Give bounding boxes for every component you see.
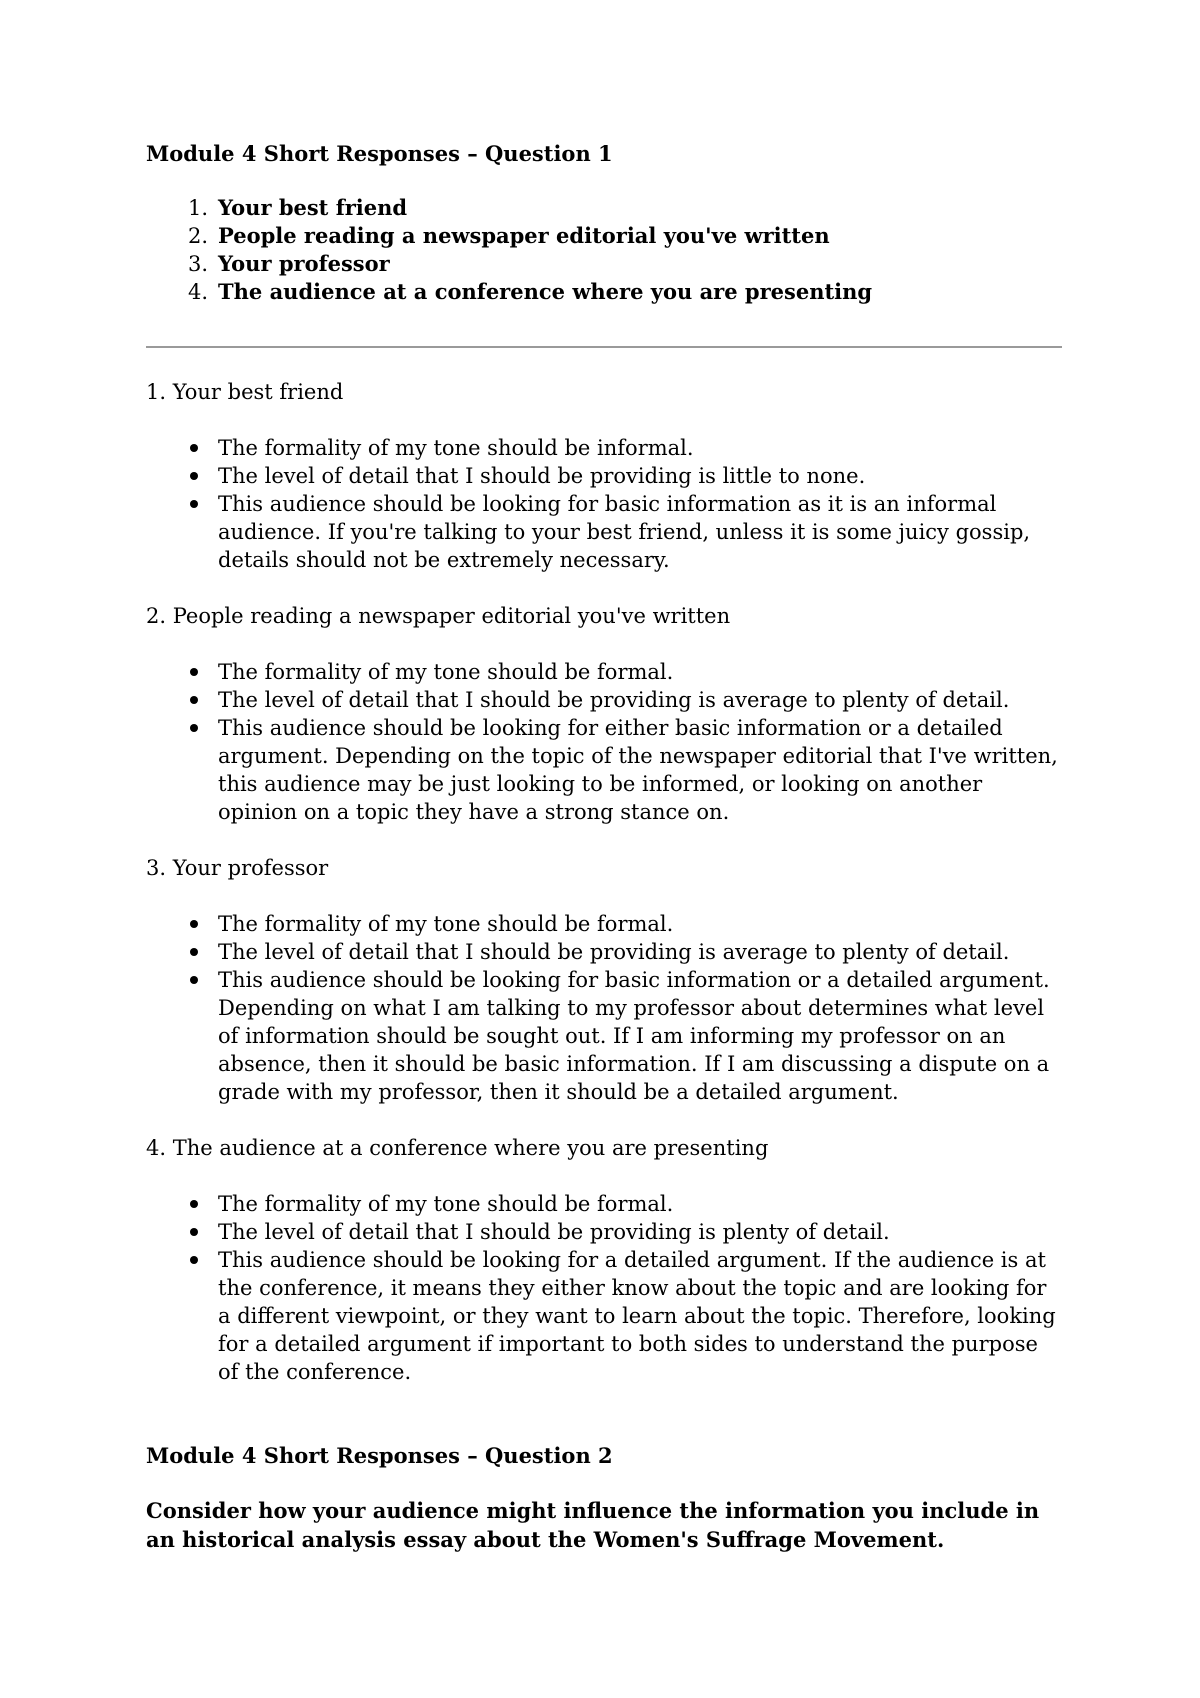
list-number: 3. xyxy=(188,252,209,276)
bullet-icon xyxy=(190,1228,198,1236)
list-item-text: Your best friend xyxy=(218,195,408,220)
bullet-icon xyxy=(190,1256,198,1264)
response-section-professor xyxy=(146,854,1062,1106)
bullet-text: This audience should be looking for basic information as it is an informal audience. If you're talking to your best friend, unless it is some juicy gossip, details should not be extremely necessary. xyxy=(218,492,1031,572)
bullet-item xyxy=(146,938,1062,966)
horizontal-rule xyxy=(146,346,1062,348)
bullet-icon xyxy=(190,976,198,984)
section-title: 3. Your professor xyxy=(146,856,329,880)
bullet-text: The level of detail that I should be providing is average to plenty of detail. xyxy=(218,940,1010,964)
bullet-list xyxy=(146,434,1062,574)
bullet-item xyxy=(146,1218,1062,1246)
bullet-text: The formality of my tone should be formal. xyxy=(218,912,674,936)
bullet-list xyxy=(146,1190,1062,1386)
document-page xyxy=(146,140,1062,1554)
bullet-icon xyxy=(190,500,198,508)
bullet-text: The formality of my tone should be informal. xyxy=(218,436,694,460)
question-2-heading: Module 4 Short Responses – Question 2 xyxy=(146,1443,613,1468)
bullet-item xyxy=(146,1246,1062,1386)
bullet-icon xyxy=(190,444,198,452)
bullet-text: This audience should be looking for basic information or a detailed argument. Depending on what I am talking to my professor about determines what level of information should be sought out. If I am informing my professor on an absence, then it should be basic information. If I am discussing a dispute on a grade with my professor, then it should be a detailed argument. xyxy=(218,968,1050,1104)
response-section-best-friend xyxy=(146,378,1062,574)
bullet-item xyxy=(146,490,1062,574)
bullet-icon xyxy=(190,1200,198,1208)
bullet-icon xyxy=(190,724,198,732)
list-number: 2. xyxy=(188,224,209,248)
bullet-item xyxy=(146,462,1062,490)
bullet-item xyxy=(146,714,1062,826)
question-2-prompt: Consider how your audience might influence the information you include in an historical analysis essay about the Women's Suffrage Movement. xyxy=(146,1498,1040,1552)
section-title: 4. The audience at a conference where you are presenting xyxy=(146,1136,769,1160)
bullet-icon xyxy=(190,948,198,956)
list-item-text: The audience at a conference where you are presenting xyxy=(218,279,873,304)
question-1-heading: Module 4 Short Responses – Question 1 xyxy=(146,141,613,166)
section-title: 2. People reading a newspaper editorial you've written xyxy=(146,604,731,628)
bullet-text: The formality of my tone should be formal. xyxy=(218,660,674,684)
bullet-text: This audience should be looking for a detailed argument. If the audience is at the conference, it means they either know about the topic and are looking for a different viewpoint, or they want to learn about the topic. Therefore, looking for a detailed argument if important to both sides to understand the purpose of the conference. xyxy=(218,1248,1056,1384)
list-item-text: People reading a newspaper editorial you've written xyxy=(218,223,830,248)
audience-list xyxy=(146,194,1062,306)
list-item xyxy=(146,278,1062,306)
bullet-list xyxy=(146,658,1062,826)
bullet-text: This audience should be looking for either basic information or a detailed argument. Depending on the topic of the newspaper editorial that I've written, this audience may be just looking to be informed, or looking on another opinion on a topic they have a strong stance on. xyxy=(218,716,1058,824)
bullet-icon xyxy=(190,696,198,704)
bullet-text: The level of detail that I should be providing is little to none. xyxy=(218,464,866,488)
list-item xyxy=(146,194,1062,222)
bullet-icon xyxy=(190,668,198,676)
bullet-text: The level of detail that I should be providing is plenty of detail. xyxy=(218,1220,890,1244)
response-section-editorial xyxy=(146,602,1062,826)
bullet-item xyxy=(146,658,1062,686)
bullet-list xyxy=(146,910,1062,1106)
section-title: 1. Your best friend xyxy=(146,380,344,404)
bullet-text: The level of detail that I should be providing is average to plenty of detail. xyxy=(218,688,1010,712)
bullet-item xyxy=(146,686,1062,714)
bullet-icon xyxy=(190,920,198,928)
list-item xyxy=(146,250,1062,278)
response-section-conference xyxy=(146,1134,1062,1386)
bullet-text: The formality of my tone should be formal. xyxy=(218,1192,674,1216)
bullet-icon xyxy=(190,472,198,480)
bullet-item xyxy=(146,910,1062,938)
bullet-item xyxy=(146,966,1062,1106)
list-number: 4. xyxy=(188,280,209,304)
list-number: 1. xyxy=(188,196,209,220)
list-item-text: Your professor xyxy=(218,251,390,276)
list-item xyxy=(146,222,1062,250)
bullet-item xyxy=(146,1190,1062,1218)
bullet-item xyxy=(146,434,1062,462)
